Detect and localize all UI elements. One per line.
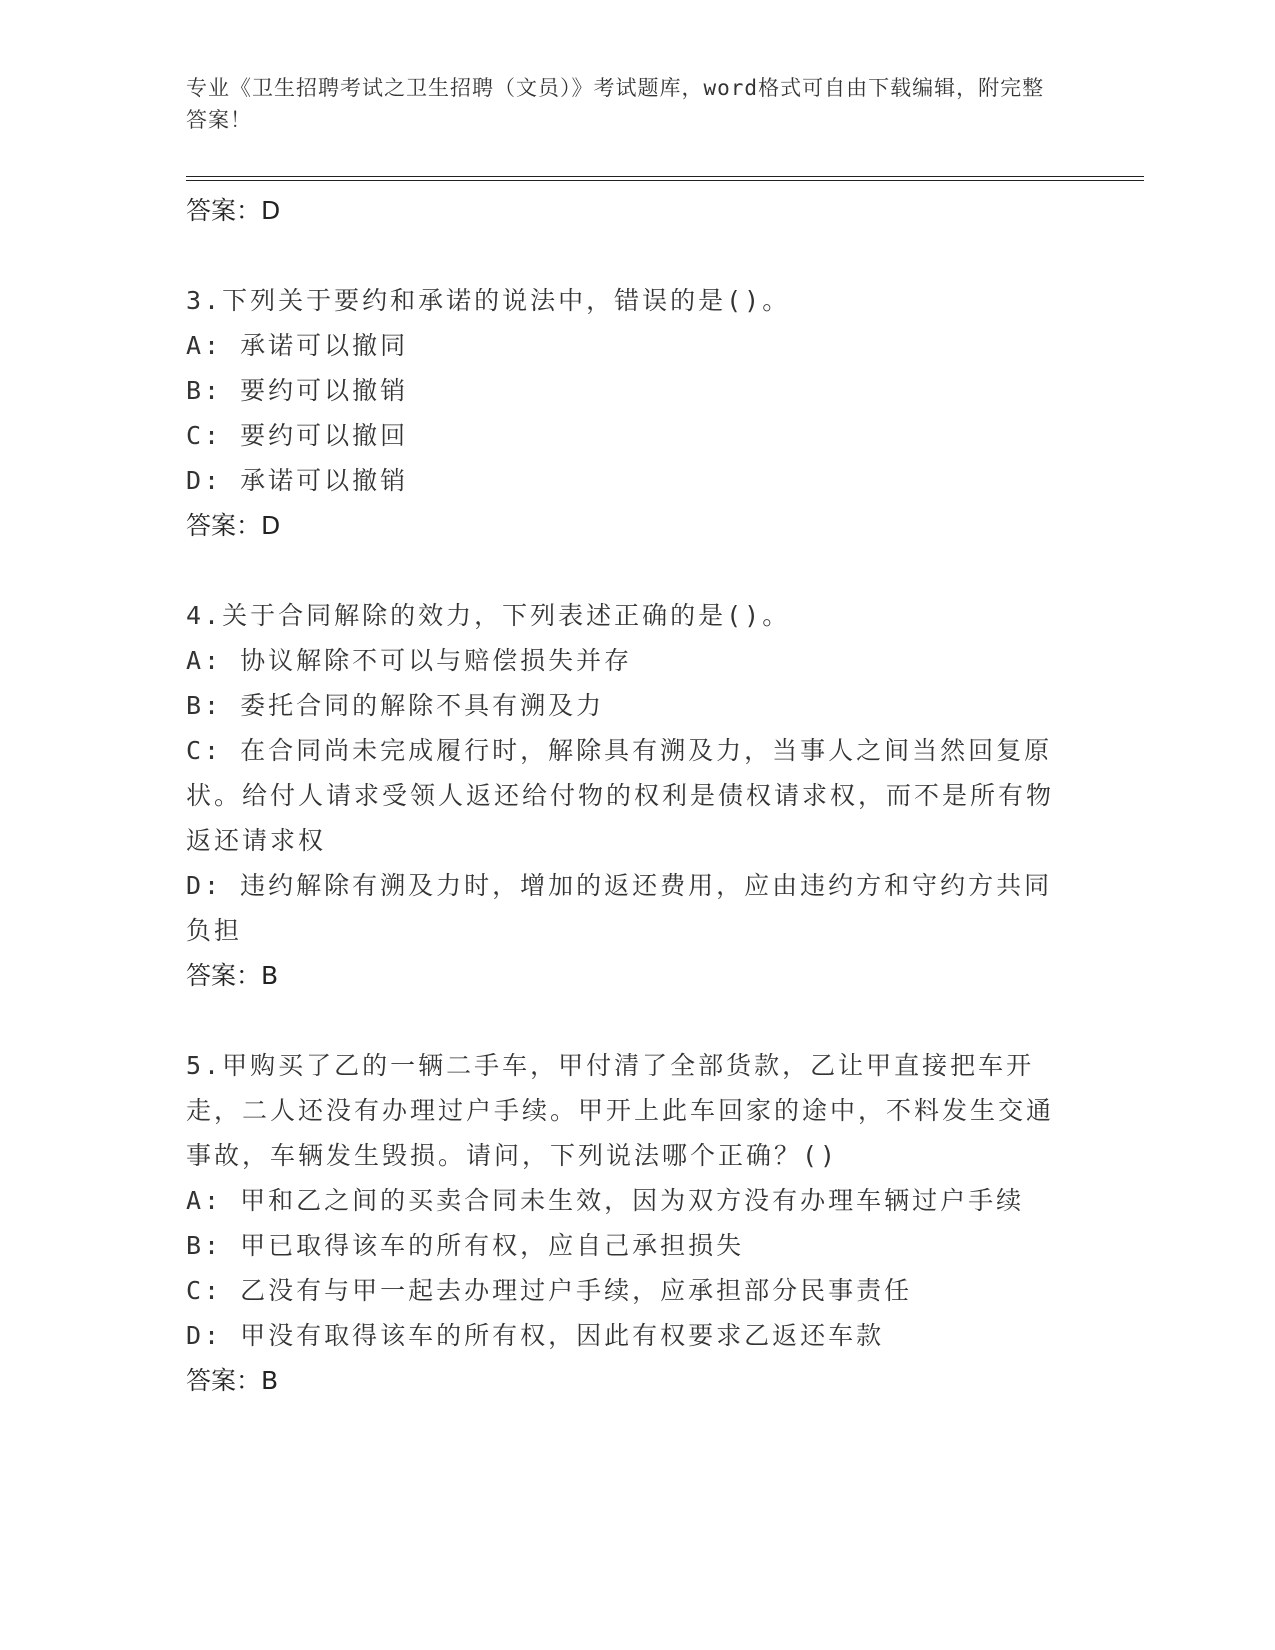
option-d: D: 甲没有取得该车的所有权，因此有权要求乙返还车款: [186, 1321, 885, 1350]
option-c: C: 乙没有与甲一起去办理过户手续，应承担部分民事责任: [186, 1276, 913, 1305]
option-c: C: 在合同尚未完成履行时，解除具有溯及力，当事人之间当然回复原状。给付人请求受领人返还给付物的权利是债权请求权，而不是所有物返还请求权: [186, 736, 1055, 855]
question-text: 5.甲购买了乙的一辆二手车，甲付清了全部货款，乙让甲直接把车开走，二人还没有办理过户手续。甲开上此车回家的途中，不料发生交通事故，车辆发生毁损。请问，下列说法哪个正确？(): [186, 1051, 1055, 1170]
option-b: B: 甲已取得该车的所有权，应自己承担损失: [186, 1231, 745, 1260]
option-d: D: 违约解除有溯及力时，增加的返还费用，应由违约方和守约方共同负担: [186, 871, 1053, 945]
option-a: A: 甲和乙之间的买卖合同未生效，因为双方没有办理车辆过户手续: [186, 1186, 1025, 1215]
answer-line: 答案：B: [186, 1366, 279, 1395]
question-5: [186, 1043, 1066, 1404]
option-a: A: 协议解除不可以与赔偿损失并存: [186, 646, 633, 675]
question-text: 4.关于合同解除的效力，下列表述正确的是()。: [186, 601, 791, 630]
option-b: B: 委托合同的解除不具有溯及力: [186, 691, 605, 720]
question-4: [186, 593, 1066, 999]
document-header: [186, 72, 1066, 136]
option-b: B: 要约可以撤销: [186, 376, 409, 405]
question-3: [186, 278, 1066, 549]
answer-line: 答案：D: [186, 196, 281, 225]
question-text: 3.下列关于要约和承诺的说法中，错误的是()。: [186, 286, 791, 315]
answer-line: 答案：B: [186, 961, 279, 990]
header-divider-thin: [186, 180, 1144, 181]
answer-line: 答案：D: [186, 511, 281, 540]
option-a: A: 承诺可以撤同: [186, 331, 409, 360]
option-d: D: 承诺可以撤销: [186, 466, 409, 495]
header-divider-thick: [186, 176, 1144, 177]
option-c: C: 要约可以撤回: [186, 421, 409, 450]
question-list: [186, 188, 1066, 1404]
header-text: 专业《卫生招聘考试之卫生招聘（文员）》考试题库，word格式可自由下载编辑，附完整答案！: [186, 76, 1045, 132]
